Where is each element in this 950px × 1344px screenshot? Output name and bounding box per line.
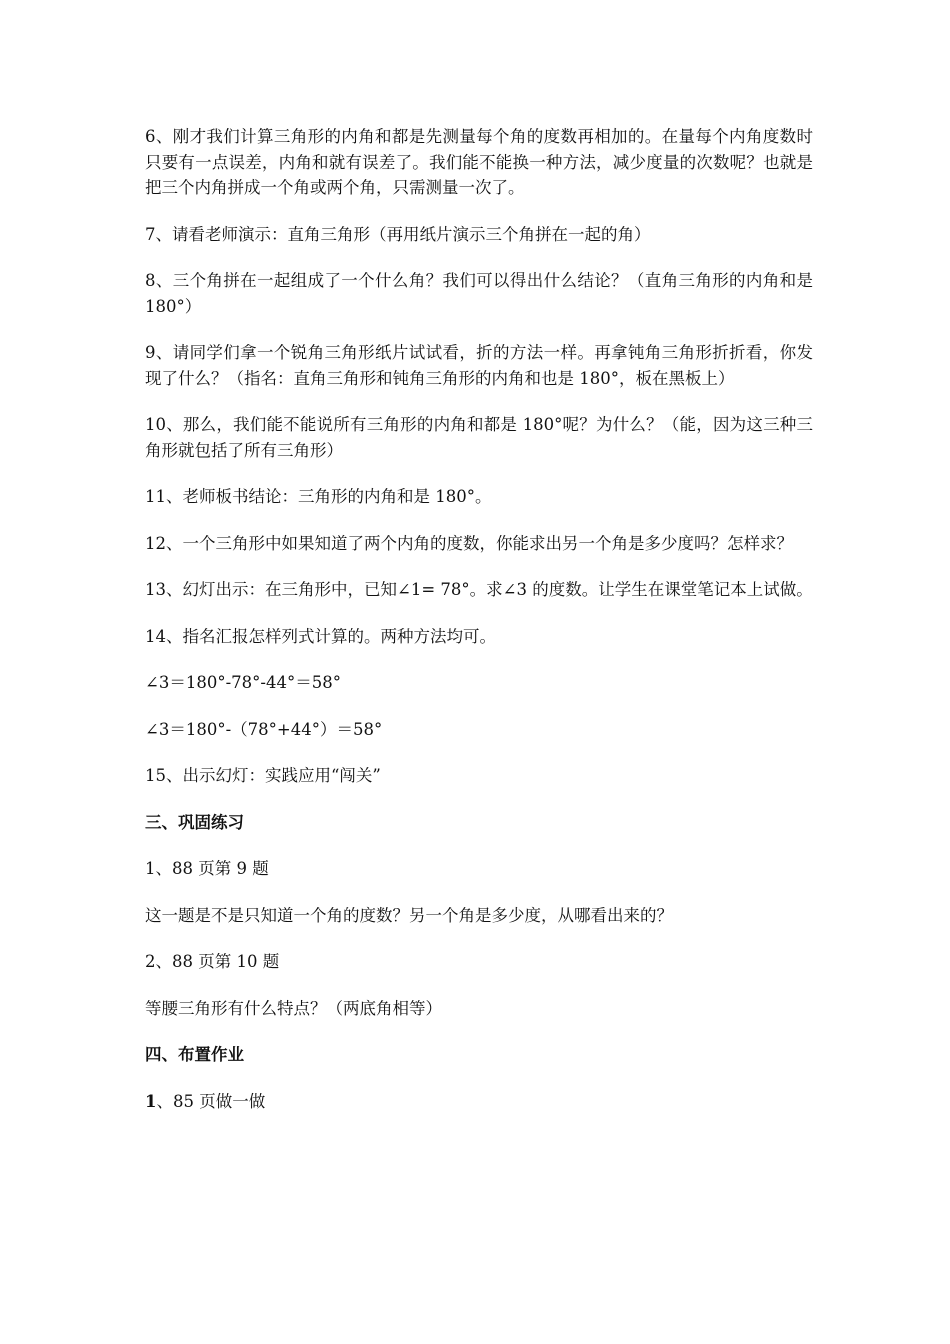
section-3-item-1-question: 这一题是不是只知道一个角的度数？另一个角是多少度，从哪看出来的？ [145,905,673,925]
paragraph-11: 11、老师板书结论：三角形的内角和是 180°。 [145,487,492,506]
section-4-item-1 [145,1089,813,1115]
paragraph-13: 13、幻灯出示：在三角形中，已知∠1= 78°。求∠3 的度数。让学生在课堂笔记本上试做。 [145,580,813,599]
equation-2: ∠3＝180°-（78°+44°）＝58° [145,719,383,739]
equation-1: ∠3＝180°-78°-44°＝58° [145,673,341,692]
section-4-heading: 四、布置作业 [145,1045,244,1064]
section-3-item-1: 1、88 页第 9 题 [145,859,269,878]
document-page [145,124,813,1135]
paragraph-14: 14、指名汇报怎样列式计算的。两种方法均可。 [145,626,496,646]
section-3-item-2: 2、88 页第 10 题 [145,952,280,971]
section-3-heading: 三、巩固练习 [145,812,244,832]
paragraph-10: 10、那么，我们能不能说所有三角形的内角和都是 180°呢？为什么？（能，因为这三种三角形就包括了所有三角形） [145,415,813,460]
paragraph-8: 8、三个角拼在一起组成了一个什么角？我们可以得出什么结论？（直角三角形的内角和是 180°） [145,271,813,316]
paragraph-12: 12、一个三角形中如果知道了两个内角的度数，你能求出另一个角是多少度吗？怎样求？ [145,533,793,553]
section-4-item-1-number: 1 [145,1091,157,1111]
paragraph-6: 6、刚才我们计算三角形的内角和都是先测量每个角的度数再相加的。在量每个内角度数时只要有一点误差，内角和就有误差了。我们能不能换一种方法，减少度量的次数呢？也就是把三个内角拼成一个角或两个角，只需测量一次了。 [145,127,813,197]
section-3-item-2-question: 等腰三角形有什么特点？（两底角相等） [145,998,442,1018]
paragraph-9: 9、请同学们拿一个锐角三角形纸片试试看，折的方法一样。再拿钝角三角形折折看，你发现了什么？（指名：直角三角形和钝角三角形的内角和也是 180°，板在黑板上） [145,343,813,388]
paragraph-7: 7、请看老师演示：直角三角形（再用纸片演示三个角拼在一起的角） [145,224,651,244]
paragraph-15: 15、出示幻灯：实践应用“闯关” [145,766,381,785]
section-4-item-1-text: 、85 页做一做 [156,1091,266,1111]
